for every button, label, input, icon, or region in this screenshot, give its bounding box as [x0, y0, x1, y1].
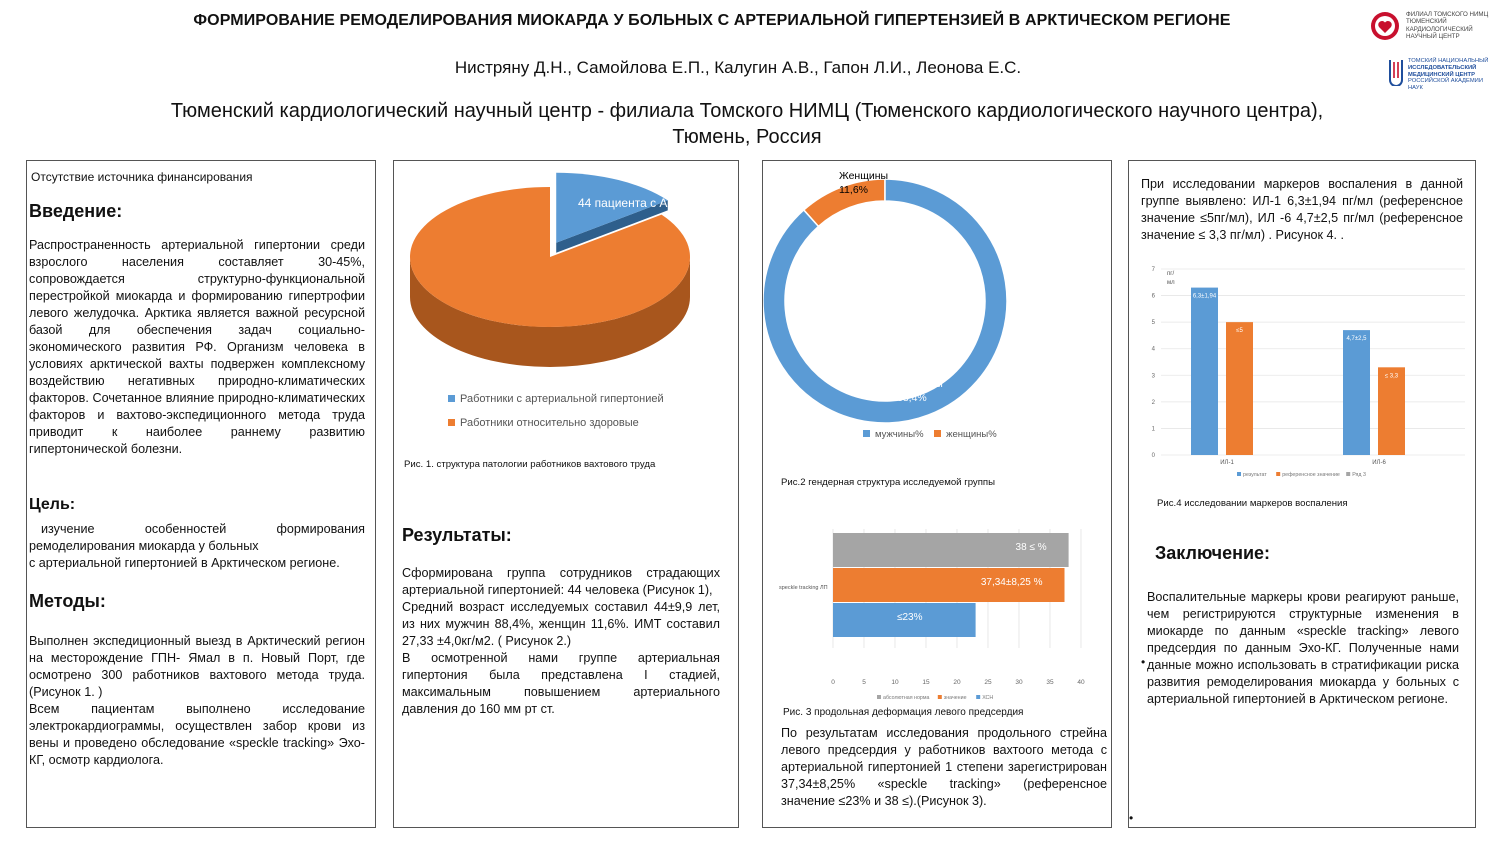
- vbar-bar-0-0: [1191, 288, 1218, 455]
- fig3-caption: Рис. 3 продольная деформация левого предсердия: [783, 707, 1024, 718]
- vbar-tick-label: 7: [1151, 267, 1155, 273]
- legend-swatch-blue: [448, 395, 455, 402]
- nimc-logo-icon: [1388, 58, 1404, 86]
- strain-text: По результатам исследования продольного стрейна левого предсердия у работников вахтоого метода с артериальной гипертонией 1 степени зарегистрирован 37,34±8,25% «speckle tracking» (референсное значение ≤23% и 38 ≤).(Рисунок 3).: [781, 726, 1107, 808]
- logo-tyumen-cardio: [1370, 8, 1490, 48]
- donut-slice-0: [763, 179, 1007, 423]
- hbar-tick-label: 35: [1046, 679, 1054, 686]
- vbar-category-label: ИЛ-1: [1220, 460, 1234, 466]
- vbar-legend-label-2: Ряд 3: [1352, 472, 1366, 478]
- donut-group: [763, 179, 1007, 423]
- inflammation-text: При исследовании маркеров воспаления в данной группе выявлено: ИЛ-1 6,3±1,94 пг/мл (референсное значение ≤5пг/мл), ИЛ -6 4,7±2,5 пг/мл (референсное значение ≤ 3,3 пг/мл) . Рисунок 4. .: [1141, 177, 1463, 242]
- hbar-tick-label: 25: [984, 679, 992, 686]
- hbar-tick-label: 30: [1015, 679, 1023, 686]
- logo1-text: ФИЛИАЛ ТОМСКОГО НИМЦ ТЮМЕНСКИЙ КАРДИОЛОГИЧЕСКИЙ НАУЧНЫЙ ЦЕНТР: [1406, 11, 1489, 40]
- hbar-value-label-1: 37,34±8,25 %: [980, 577, 1043, 588]
- panel-gender-strain: [762, 160, 1112, 828]
- hbar-legend-swatch-0: [877, 695, 881, 699]
- hbar-value-label-2: ≤23%: [897, 612, 923, 623]
- donut-label-women-name: Женщины: [839, 170, 889, 182]
- vbar-value-label-1-1: ≤ 3,3: [1384, 373, 1399, 380]
- vbar-group: [1152, 267, 1465, 478]
- donut-label-men-pct: 88,4%: [897, 392, 927, 404]
- fig4-caption: Рис.4 исследовании маркеров воспаления: [1157, 498, 1348, 509]
- hbar-value-label-0: 38 ≤ %: [1015, 542, 1047, 553]
- vbar-tick-label: 0: [1151, 453, 1155, 459]
- authors: Нистряну Д.Н., Самойлова Е.П., Калугин А.В., Гапон Л.И., Леонова Е.С.: [454, 58, 1022, 77]
- hbar-group: [831, 529, 1085, 701]
- panel-introduction: [26, 160, 376, 828]
- fig1-caption: Рис. 1. структура патологии работников вахтового труда: [404, 459, 656, 470]
- panel-results: [393, 160, 739, 828]
- vbar-value-label-0-0: 6,3±1,94: [1192, 293, 1217, 300]
- hbar-tick-label: 40: [1077, 679, 1085, 686]
- vbar-bar-0-1: [1226, 322, 1253, 455]
- vbar-bar-1-1: [1378, 367, 1405, 455]
- hbar-legend-swatch-1: [938, 695, 942, 699]
- results-text: Сформирована группа сотрудников страдающих артериальной гипертонией: 44 человека (Рисунок 1), Средний возраст исследуемых составил 44±9,9 лет, из них мужчин 88,4%, женщин 11,6%. ИМТ составил 27,33 ±4,0кг/м2. ( Рисунок 2.) В осмотренной нами группе артериальная гипертония была представлена I стадией, максимальным повышением артериального давления до 160 мм рт ст.: [402, 566, 720, 716]
- vbar-tick-label: 1: [1151, 426, 1155, 433]
- vbar-legend-swatch-0: [1237, 472, 1241, 476]
- goal-heading: Цель:: [29, 496, 76, 513]
- panel-inflammation: [1128, 160, 1476, 828]
- fig4-bar-chart: [1129, 265, 1475, 485]
- logo2-text: ТОМСКИЙ НАЦИОНАЛЬНЫЙ ИССЛЕДОВАТЕЛЬСКИЙ МЕДИЦИНСКИЙ ЦЕНТР РОССИЙСКОЙ АКАДЕМИИ НАУК: [1408, 58, 1489, 92]
- vbar-ylabel-0: пг/: [1167, 271, 1175, 277]
- legend-swatch-blue: [863, 430, 870, 437]
- bullet-dot: •: [1141, 655, 1146, 669]
- poster-title: ФОРМИРОВАНИЕ РЕМОДЕЛИРОВАНИЯ МИОКАРДА У БОЛЬНЫХ С АРТЕРИАЛЬНОЙ ГИПЕРТЕНЗИЕЙ В АРКТИЧЕСКОМ РЕГИОНЕ: [193, 12, 1231, 29]
- intro-heading: Введение:: [29, 201, 123, 221]
- hbar-tick-label: 10: [891, 679, 899, 686]
- hbar-tick-label: 5: [862, 679, 866, 686]
- affiliation: [0, 98, 1494, 150]
- results-heading: Результаты:: [402, 525, 512, 545]
- vbar-legend-label-0: результат: [1243, 472, 1267, 478]
- goal-text-2: с артериальной гипертонией в Арктическом регионе.: [29, 556, 340, 570]
- affiliation-line-1: Тюменский кардиологический научный центр - филиала Томского НИМЦ (Тюменского кардиологического научного центра),: [170, 100, 1324, 122]
- methods-text: Выполнен экспедиционный выезд в Арктический регион на месторождение ГПН- Ямал в п. Новый Порт, где осмотрено 300 работников вахтового метода труда. (Рисунок 1. ) Всем пациентам выполнено исследование электрокардиограммы, осуществлен забор крови из вены и проведено обследование «speckle tracking» Эхо-КГ, осмотр кардиолога.: [29, 634, 365, 767]
- affiliation-line-2: Тюмень, Россия: [672, 126, 822, 148]
- goal-text: изучение особенностей формирования ремоделирования миокарда у больных: [29, 522, 365, 553]
- fig1-legend-item-1: Работники с артериальной гипертонией: [448, 393, 664, 405]
- methods-heading: Методы:: [29, 591, 106, 611]
- vbar-legend-label-1: референсное значение: [1282, 472, 1340, 478]
- fig2-legend: мужчины% женщины%: [863, 429, 997, 440]
- fig1-legend: [448, 393, 664, 429]
- conclusion-heading: Заключение:: [1155, 543, 1271, 563]
- vbar-category-label: ИЛ-6: [1372, 460, 1386, 466]
- hbar-legend-swatch-2: [976, 695, 980, 699]
- vbar-value-label-1-0: 4,7±2,5: [1346, 336, 1367, 343]
- funding-note: Отсутствие источника финансирования: [31, 170, 253, 184]
- vbar-tick-label: 2: [1151, 399, 1155, 406]
- donut-label-men-name: Мужчины: [897, 378, 943, 390]
- vbar-tick-label: 6: [1151, 293, 1155, 300]
- vbar-value-label-0-1: ≤5: [1236, 328, 1243, 335]
- hbar-category-label: speckle tracking ЛП: [779, 585, 828, 591]
- vbar-bar-1-0: [1343, 330, 1370, 455]
- hbar-legend-label-0: абсолютная норма: [883, 695, 930, 701]
- vbar-tick-label: 3: [1151, 373, 1155, 380]
- hbar-tick-label: 0: [831, 679, 835, 686]
- fig1-legend-item-2: Работники относительно здоровые: [448, 417, 664, 429]
- vbar-ylabel-1: мл: [1167, 280, 1175, 286]
- logo-tomsk-nimc: [1388, 56, 1498, 90]
- conclusion-text: Воспалительные маркеры крови реагируют раньше, чем регистрируются структурные изменения в миокарде по данным «speckle tracking» левого предсердия по данным Эхо-КГ. Полученные нами данные можно использовать в стратификации риска развития ремоделирования миокарда у больных с артериальной гипертонией в Арктическом регионе.: [1147, 590, 1459, 706]
- bullet-dot-2: •: [1129, 811, 1134, 825]
- donut-label-women-pct: 11,6%: [839, 184, 868, 196]
- fig3-hbar-chart: [763, 521, 1111, 701]
- vbar-tick-label: 5: [1151, 320, 1155, 327]
- fig2-caption: Рис.2 гендерная структура исследуемой группы: [781, 477, 996, 488]
- hbar-tick-label: 15: [922, 679, 930, 686]
- hbar-tick-label: 20: [953, 679, 961, 686]
- legend-swatch-orange: [934, 430, 941, 437]
- fig1-pie-chart: [394, 161, 738, 401]
- hbar-legend-label-2: ХСН: [982, 695, 994, 701]
- vbar-legend-swatch-1: [1276, 472, 1280, 476]
- legend-swatch-orange: [448, 419, 455, 426]
- pie1-data-label: 44 пациента с АГ: [578, 196, 674, 210]
- vbar-tick-label: 4: [1151, 346, 1155, 353]
- heart-logo-icon: [1370, 10, 1400, 42]
- intro-text: Распространенность артериальной гипертонии среди взрослого населения составляет 30-45%, сопровождается структурно-функциональной перестройкой миокарда и формированию гипертрофии левого желудочка. Арктика является важной ресурсной базой для обеспечения задач социально-экономического развития РФ. Организм человека в условиях арктической вахты подвержен комплексному воздействию негативных природно-климатических факторов. Сочетанное влияние природно-климатических факторов и вахтово-экспедиционного метода труда приводит к наиболее раннему развитию гипертонической болезни.: [29, 238, 365, 456]
- hbar-legend-label-1: значение: [943, 695, 967, 701]
- vbar-legend-swatch-2: [1346, 472, 1350, 476]
- fig2-donut-chart: [763, 161, 1111, 461]
